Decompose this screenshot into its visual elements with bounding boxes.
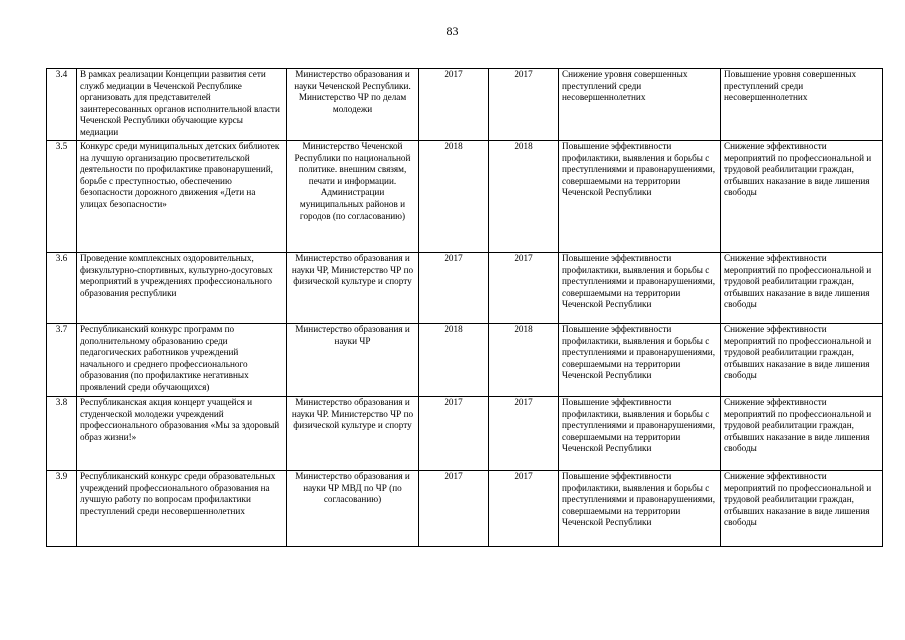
row-number: 3.5 <box>47 141 77 253</box>
end-year: 2017 <box>489 253 559 324</box>
event-description: Конкурс среди муниципальных детских библиотек на лучшую организацию просветительской деятельности по профилактике правонарушений, борьбе с преступностью, обеспечению безопасности дорожного движения «Дети на улицах безопасности» <box>77 141 287 253</box>
page-number: 83 <box>446 24 459 38</box>
expected-result: Повышение эффективности профилактики, выявления и борьбы с преступлениями и правонарушениями, совершаемыми на территории Чеченской Республики <box>559 253 721 324</box>
expected-result: Повышение эффективности профилактики, выявления и борьбы с преступлениями и правонарушениями, совершаемыми на территории Чеченской Республики <box>559 471 721 547</box>
end-year: 2018 <box>489 324 559 397</box>
start-year: 2017 <box>419 397 489 471</box>
event-description: Проведение комплексных оздоровительных, физкультурно-спортивных, культурно-досуговых мероприятий в учреждениях профессионального образования республики <box>77 253 287 324</box>
table-row <box>47 397 883 471</box>
executor: Министерство образования и науки Чеченской Республики. Министерство ЧР по делам молодежи <box>287 69 419 141</box>
program-table <box>46 68 883 547</box>
table-row <box>47 253 883 324</box>
event-description: Республиканский конкурс программ по дополнительному образованию среди педагогических работников учреждений начального и среднего профессионального образования (по профилактике негативных проявлений среди обучающихся) <box>77 324 287 397</box>
end-year: 2018 <box>489 141 559 253</box>
executor: Министерство образования и науки ЧР МВД по ЧР (по согласованию) <box>287 471 419 547</box>
row-number: 3.8 <box>47 397 77 471</box>
expected-result: Повышение эффективности профилактики, выявления и борьбы с преступлениями и правонарушениями, совершаемыми на территории Чеченской Республики <box>559 324 721 397</box>
executor: Министерство образования и науки ЧР, Министерство ЧР по физической культуре и спорту <box>287 253 419 324</box>
executor: Министерство образования и науки ЧР <box>287 324 419 397</box>
expected-result: Повышение эффективности профилактики, выявления и борьбы с преступлениями и правонарушениями, совершаемыми на территории Чеченской Республики <box>559 141 721 253</box>
start-year: 2018 <box>419 324 489 397</box>
end-year: 2017 <box>489 69 559 141</box>
expected-result: Повышение эффективности профилактики, выявления и борьбы с преступлениями и правонарушениями, совершаемыми на территории Чеченской Республики <box>559 397 721 471</box>
row-number: 3.4 <box>47 69 77 141</box>
non-fulfillment-consequence: Снижение эффективности мероприятий по профессиональной и трудовой реабилитации граждан, отбывших наказание в виде лишения свободы <box>721 471 883 547</box>
end-year: 2017 <box>489 471 559 547</box>
event-description: Республиканский конкурс среди образовательных учреждений профессионального образования на лучшую работу по вопросам профилактики преступлений среди несовершеннолетних <box>77 471 287 547</box>
start-year: 2018 <box>419 141 489 253</box>
start-year: 2017 <box>419 69 489 141</box>
row-number: 3.9 <box>47 471 77 547</box>
table-row <box>47 69 883 141</box>
row-number: 3.7 <box>47 324 77 397</box>
non-fulfillment-consequence: Снижение эффективности мероприятий по профессиональной и трудовой реабилитации граждан, отбывших наказание в виде лишения свободы <box>721 397 883 471</box>
non-fulfillment-consequence: Повышение уровня совершенных преступлений среди несовершеннолетних <box>721 69 883 141</box>
non-fulfillment-consequence: Снижение эффективности мероприятий по профессиональной и трудовой реабилитации граждан, отбывших наказание в виде лишения свободы <box>721 141 883 253</box>
row-number: 3.6 <box>47 253 77 324</box>
executor: Министерство Чеченской Республики по национальной политике. внешним связям, печати и информации. Администрации муниципальных районов и городов (по согласованию) <box>287 141 419 253</box>
table-row <box>47 324 883 397</box>
table-row <box>47 471 883 547</box>
non-fulfillment-consequence: Снижение эффективности мероприятий по профессиональной и трудовой реабилитации граждан, отбывших наказание в виде лишения свободы <box>721 324 883 397</box>
end-year: 2017 <box>489 397 559 471</box>
start-year: 2017 <box>419 471 489 547</box>
non-fulfillment-consequence: Снижение эффективности мероприятий по профессиональной и трудовой реабилитации граждан, отбывших наказание в виде лишения свободы <box>721 253 883 324</box>
expected-result: Снижение уровня совершенных преступлений среди несовершеннолетних <box>559 69 721 141</box>
event-description: В рамках реализации Концепции развития сети служб медиации в Чеченской Республике организовать для представителей заинтересованных органов исполнительной власти Чеченской Республики обучающие курсы медиации <box>77 69 287 141</box>
event-description: Республиканская акция концерт учащейся и студенческой молодежи учреждений профессионального образования «Мы за здоровый образ жизни!» <box>77 397 287 471</box>
executor: Министерство образования и науки ЧР. Министерство ЧР по физической культуре и спорту <box>287 397 419 471</box>
table-row <box>47 141 883 253</box>
start-year: 2017 <box>419 253 489 324</box>
